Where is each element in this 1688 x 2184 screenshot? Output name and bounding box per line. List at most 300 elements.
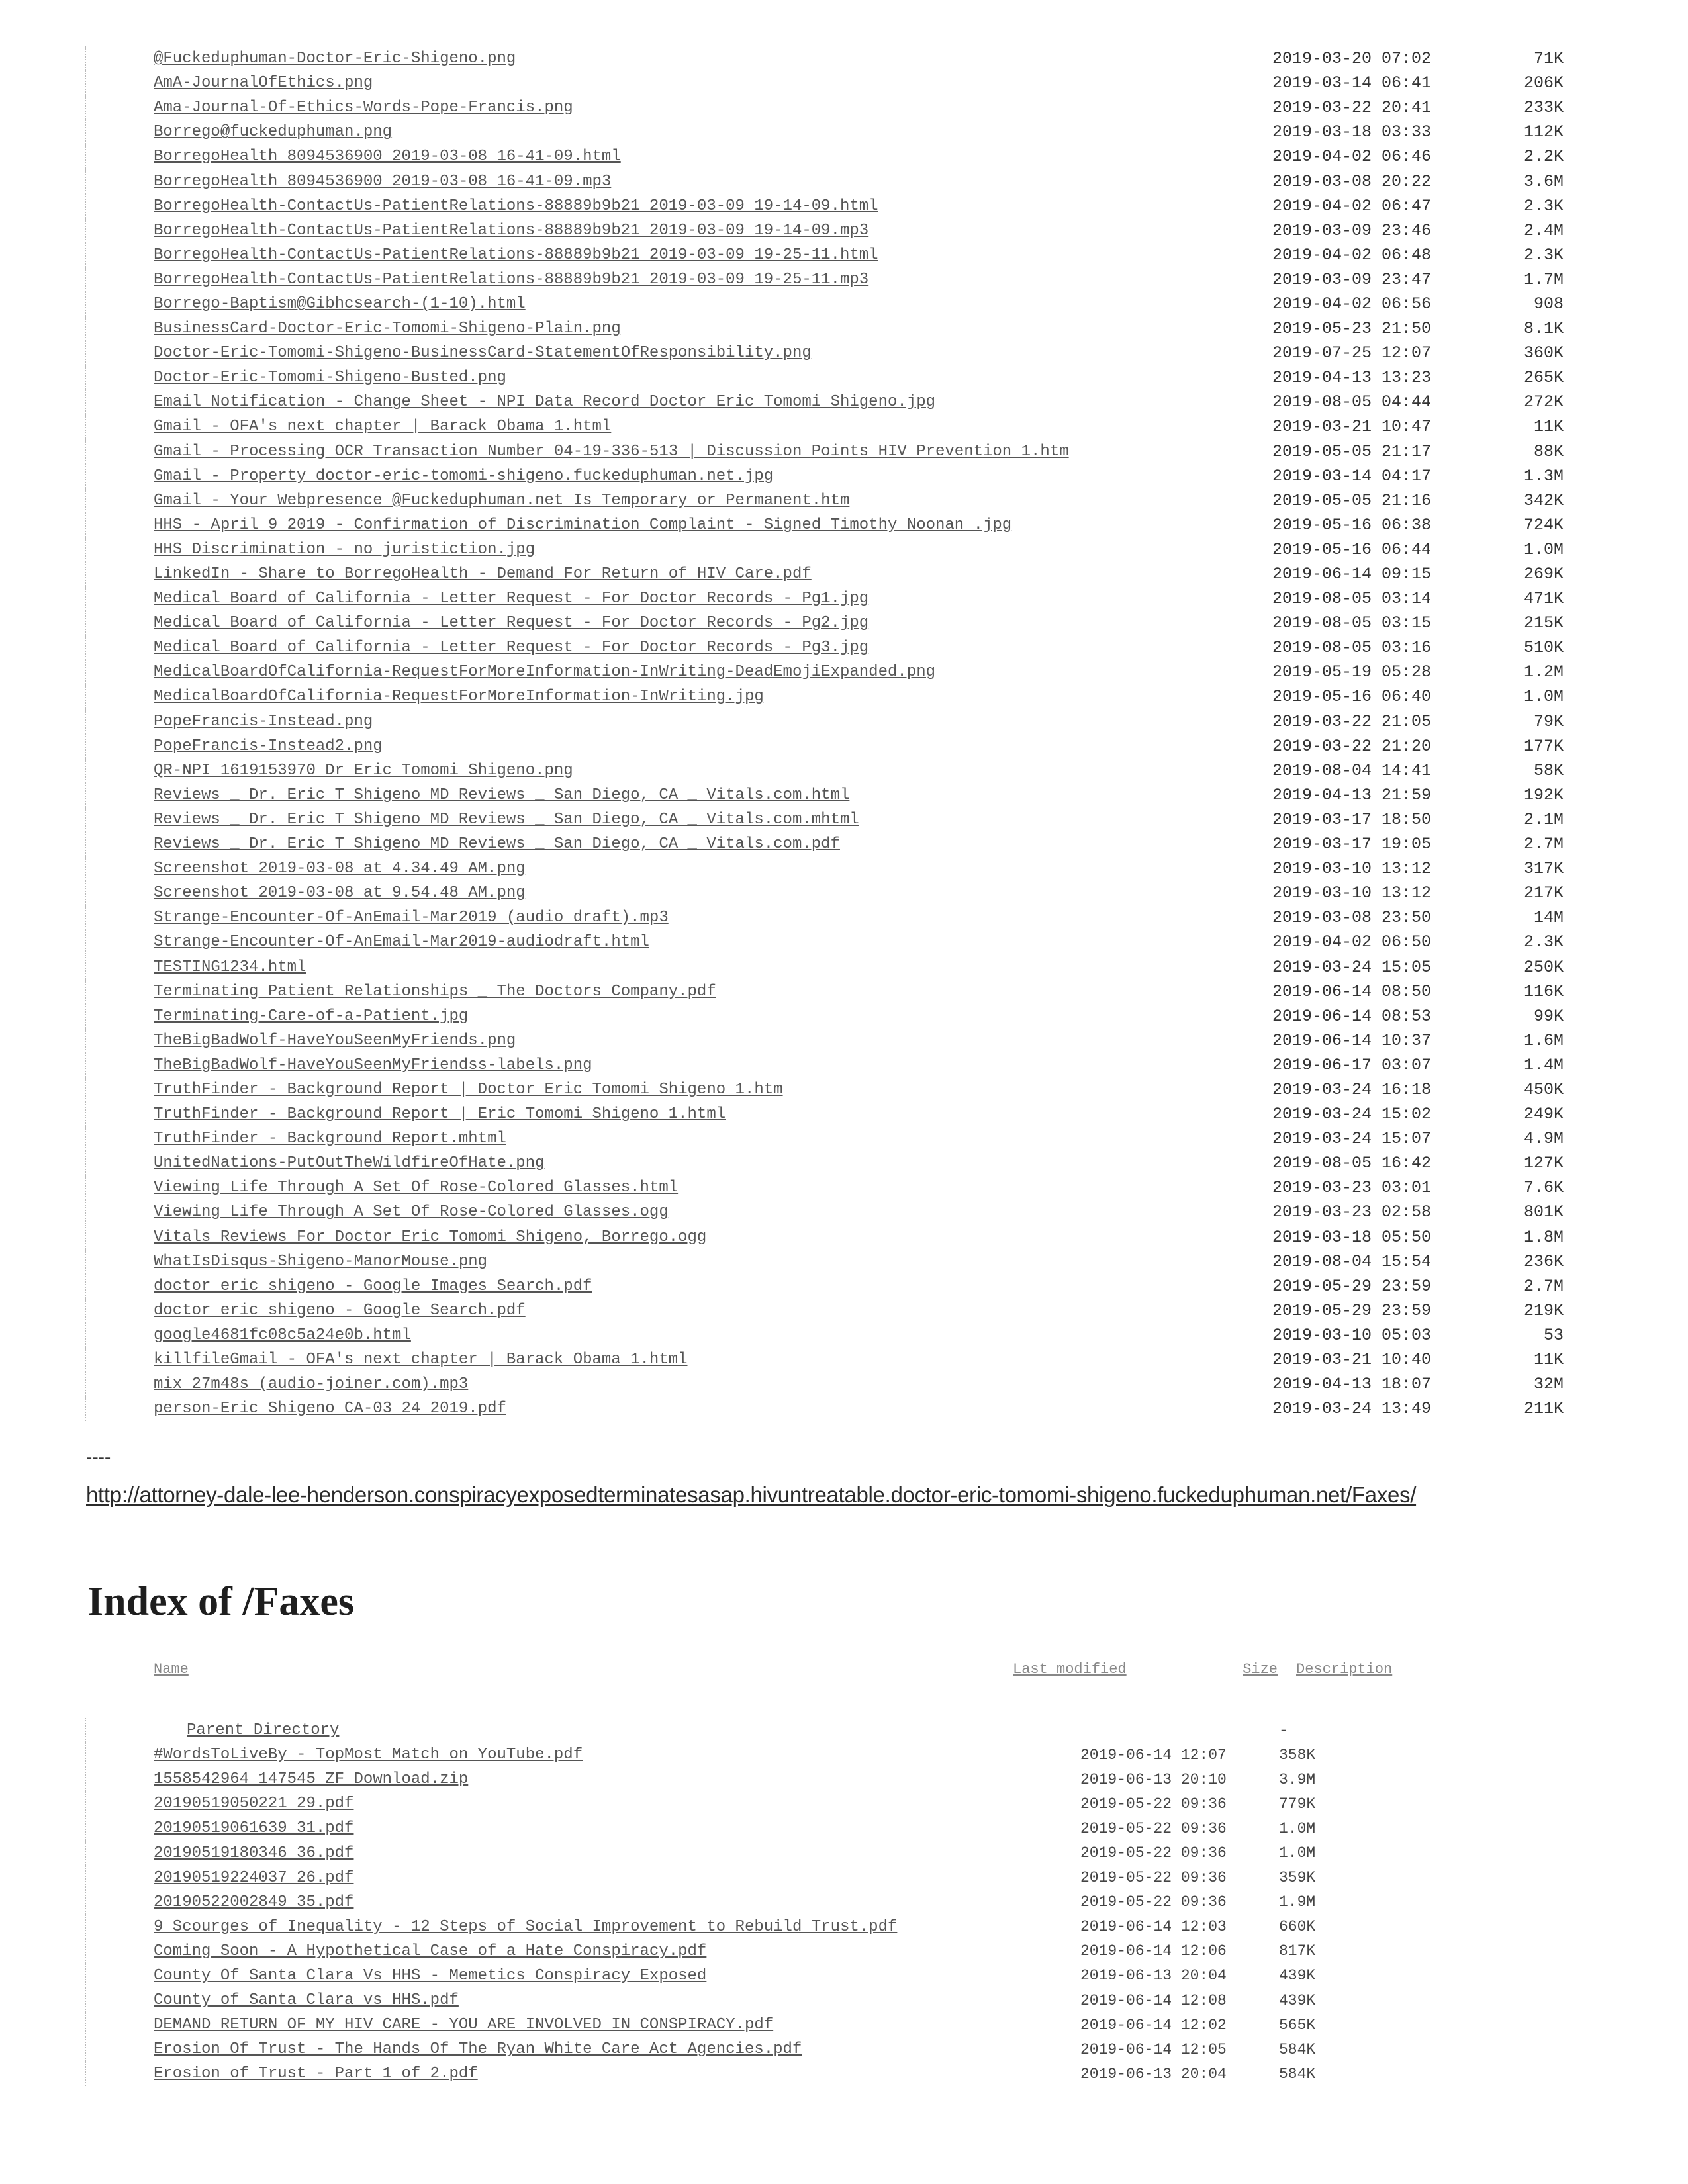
file-size: 1.9M: [1279, 1893, 1316, 1911]
file-link[interactable]: BorregoHealth 8094536900 2019-03-08 16-41-09.mp3: [154, 172, 612, 191]
file-link[interactable]: Erosion of Trust - Part 1 of 2.pdf: [154, 2065, 478, 2083]
file-modified-date: 2019-05-23 21:50: [1272, 319, 1432, 339]
file-size: 724K: [1523, 515, 1564, 535]
file-modified-date: 2019-03-21 10:47: [1272, 417, 1432, 437]
file-size: -: [1279, 1721, 1288, 1739]
file-modified-date: 2019-06-14 10:37: [1272, 1030, 1432, 1050]
file-size: 3.9M: [1279, 1770, 1316, 1788]
file-row: [85, 1372, 1564, 1396]
file-link[interactable]: Email Notification - Change Sheet - NPI Data Record Doctor Eric Tomomi Shigeno.jpg: [154, 393, 935, 412]
file-modified-date: 2019-05-16 06:38: [1272, 515, 1432, 535]
file-row: [85, 1298, 1564, 1323]
file-size: 7.6K: [1523, 1178, 1564, 1198]
row-icon-gutter: [85, 660, 154, 684]
file-row: [85, 439, 1564, 464]
file-row: [85, 267, 1564, 292]
file-link[interactable]: County Of Santa Clara Vs HHS - Memetics Conspiracy Exposed: [154, 1966, 707, 1985]
row-icon-gutter: [85, 1866, 154, 1890]
row-icon-gutter: [85, 1175, 154, 1200]
file-modified-date: 2019-05-22 09:36: [1080, 1844, 1227, 1862]
file-size: 99K: [1533, 1006, 1564, 1026]
file-row: [85, 635, 1564, 660]
row-icon-gutter: [85, 1890, 154, 1915]
fax-file-row: [85, 1841, 1508, 1865]
file-link[interactable]: Doctor-Eric-Tomomi-Shigeno-Busted.png: [154, 369, 506, 387]
row-icon-gutter: [85, 194, 154, 218]
file-modified-date: 2019-05-05 21:16: [1272, 490, 1432, 510]
file-size: 2.2K: [1523, 147, 1564, 167]
file-size: 2.3K: [1523, 933, 1564, 952]
file-link[interactable]: Gmail - Processing OCR Transaction Number 04-19-336-513 | Discussion Points HIV Prevention 1.htm: [154, 442, 1069, 461]
file-link[interactable]: Medical Board of California - Letter Request - For Doctor Records - Pg3.jpg: [154, 639, 869, 657]
file-size: 1.0M: [1523, 687, 1564, 707]
row-icon-gutter: [85, 120, 154, 144]
file-row: [85, 856, 1564, 881]
file-size: 211K: [1523, 1399, 1564, 1419]
file-modified-date: 2019-03-10 05:03: [1272, 1325, 1432, 1345]
row-icon-gutter: [85, 1053, 154, 1077]
file-link[interactable]: Terminating Patient Relationships _ The Doctors Company.pdf: [154, 982, 716, 1001]
file-link[interactable]: BusinessCard-Doctor-Eric-Tomomi-Shigeno-Plain.png: [154, 320, 621, 338]
file-row: [85, 390, 1564, 414]
fax-file-row: [85, 1939, 1508, 1964]
file-link[interactable]: WhatIsDisqus-Shigeno-ManorMouse.png: [154, 1252, 488, 1271]
file-size: 265K: [1523, 368, 1564, 388]
fax-file-row: [85, 1718, 1508, 1743]
file-link[interactable]: MedicalBoardOfCalifornia-RequestForMoreInformation-InWriting-DeadEmojiExpanded.png: [154, 663, 935, 682]
file-modified-date: 2019-03-17 19:05: [1272, 835, 1432, 854]
file-link[interactable]: AmA-JournalOfEthics.png: [154, 74, 373, 93]
file-row: [85, 464, 1564, 488]
file-size: 11K: [1533, 417, 1564, 437]
file-row: [85, 1053, 1564, 1077]
file-link[interactable]: Medical Board of California - Letter Request - For Doctor Records - Pg2.jpg: [154, 614, 869, 633]
row-icon-gutter: [85, 930, 154, 954]
column-header-name[interactable]: Name: [154, 1661, 189, 1678]
file-size: 8.1K: [1523, 319, 1564, 339]
file-modified-date: 2019-06-13 20:04: [1080, 2065, 1227, 2083]
file-row: [85, 783, 1564, 807]
fax-file-row: [85, 1988, 1508, 2013]
file-modified-date: 2019-05-29 23:59: [1272, 1300, 1432, 1320]
file-row: [85, 1102, 1564, 1126]
file-size: 215K: [1523, 614, 1564, 633]
file-link[interactable]: Gmail - Your Webpresence @Fuckeduphuman.net Is Temporary or Permanent.htm: [154, 491, 850, 510]
file-modified-date: 2019-03-22 21:05: [1272, 711, 1432, 731]
file-modified-date: 2019-03-22 20:41: [1272, 98, 1432, 118]
file-size: 2.7M: [1523, 835, 1564, 854]
row-icon-gutter: [85, 95, 154, 120]
fax-file-row: [85, 1964, 1508, 1988]
row-icon-gutter: [85, 905, 154, 930]
file-modified-date: 2019-06-14 12:07: [1080, 1746, 1227, 1764]
row-icon-gutter: [85, 807, 154, 832]
file-size: 53: [1543, 1325, 1564, 1345]
row-icon-gutter: [85, 1200, 154, 1224]
file-modified-date: 2019-05-16 06:44: [1272, 539, 1432, 559]
file-row: [85, 734, 1564, 758]
file-size: 360K: [1523, 343, 1564, 363]
row-icon-gutter: [85, 562, 154, 586]
file-link[interactable]: HHS Discrimination - no juristiction.jpg: [154, 540, 536, 559]
file-modified-date: 2019-05-19 05:28: [1272, 662, 1432, 682]
file-modified-date: 2019-08-04 14:41: [1272, 760, 1432, 780]
file-row: [85, 1077, 1564, 1102]
file-row: [85, 586, 1564, 611]
row-icon-gutter: [85, 1225, 154, 1250]
file-modified-date: 2019-04-13 21:59: [1272, 785, 1432, 805]
file-link[interactable]: Parent Directory: [187, 1721, 340, 1740]
file-link[interactable]: Strange-Encounter-Of-AnEmail-Mar2019-audiodraft.html: [154, 933, 649, 952]
row-icon-gutter: [85, 1743, 154, 1767]
file-row: [85, 1126, 1564, 1151]
fax-file-row: [85, 1915, 1508, 1939]
file-row: [85, 709, 1564, 734]
file-row: [85, 537, 1564, 562]
file-size: 1.0M: [1279, 1819, 1316, 1837]
file-modified-date: 2019-03-24 13:49: [1272, 1399, 1432, 1419]
file-size: 450K: [1523, 1079, 1564, 1099]
file-link[interactable]: 20190522002849 35.pdf: [154, 1893, 354, 1911]
file-modified-date: 2019-06-14 12:02: [1080, 2016, 1227, 2034]
file-modified-date: 2019-05-22 09:36: [1080, 1795, 1227, 1813]
row-icon-gutter: [85, 414, 154, 439]
file-modified-date: 2019-03-17 18:50: [1272, 809, 1432, 829]
row-icon-gutter: [85, 537, 154, 562]
file-row: [85, 243, 1564, 267]
file-size: 908: [1533, 294, 1564, 314]
file-size: 2.3K: [1523, 245, 1564, 265]
file-link[interactable]: Reviews _ Dr. Eric T Shigeno MD Reviews _ San Diego, CA _ Vitals.com.mhtml: [154, 810, 859, 829]
file-link[interactable]: Medical Board of California - Letter Request - For Doctor Records - Pg1.jpg: [154, 590, 869, 608]
row-icon-gutter: [85, 1298, 154, 1323]
file-modified-date: 2019-03-24 15:02: [1272, 1105, 1432, 1124]
column-header-size[interactable]: Size: [1243, 1661, 1278, 1678]
row-icon-gutter: [85, 1939, 154, 1964]
file-link[interactable]: DEMAND RETURN OF MY HIV CARE - YOU ARE INVOLVED IN CONSPIRACY.pdf: [154, 2016, 774, 2034]
file-link[interactable]: Vitals Reviews For Doctor Eric Tomomi Shigeno, Borrego.ogg: [154, 1228, 707, 1246]
file-size: 342K: [1523, 490, 1564, 510]
file-row: [85, 218, 1564, 243]
file-link[interactable]: County of Santa Clara vs HHS.pdf: [154, 1991, 459, 2010]
file-size: 660K: [1279, 1918, 1316, 1936]
file-modified-date: 2019-08-05 04:44: [1272, 392, 1432, 412]
file-modified-date: 2019-04-02 06:50: [1272, 933, 1432, 952]
file-link[interactable]: 20190519224037 26.pdf: [154, 1868, 354, 1887]
row-icon-gutter: [85, 1988, 154, 2013]
file-modified-date: 2019-06-14 12:08: [1080, 1991, 1227, 2009]
file-link[interactable]: @Fuckeduphuman-Doctor-Eric-Shigeno.png: [154, 50, 516, 68]
file-modified-date: 2019-06-17 03:07: [1272, 1055, 1432, 1075]
file-modified-date: 2019-03-18 03:33: [1272, 122, 1432, 142]
file-row: [85, 316, 1564, 341]
file-size: 14M: [1533, 908, 1564, 928]
file-modified-date: 2019-04-13 13:23: [1272, 368, 1432, 388]
file-link[interactable]: 9 Scourges of Inequality - 12 Steps of Social Improvement to Rebuild Trust.pdf: [154, 1917, 898, 1936]
file-size: 779K: [1279, 1795, 1316, 1813]
file-row: [85, 1274, 1564, 1298]
file-modified-date: 2019-03-22 21:20: [1272, 736, 1432, 756]
file-size: 88K: [1533, 441, 1564, 461]
file-size: 250K: [1523, 957, 1564, 977]
row-icon-gutter: [85, 832, 154, 856]
file-row: [85, 979, 1564, 1004]
file-modified-date: 2019-06-14 08:50: [1272, 981, 1432, 1001]
file-size: 2.7M: [1523, 1276, 1564, 1296]
file-size: 11K: [1533, 1350, 1564, 1370]
file-link[interactable]: doctor eric shigeno - Google Images Search.pdf: [154, 1277, 592, 1295]
row-icon-gutter: [85, 464, 154, 488]
row-icon-gutter: [85, 513, 154, 537]
row-icon-gutter: [85, 709, 154, 734]
file-row: [85, 1225, 1564, 1250]
file-listing-top: [85, 46, 1564, 1421]
file-link[interactable]: TheBigBadWolf-HaveYouSeenMyFriendss-labels.png: [154, 1056, 592, 1074]
file-link[interactable]: Coming Soon - A Hypothetical Case of a Hate Conspiracy.pdf: [154, 1942, 707, 1960]
file-link[interactable]: PopeFrancis-Instead.png: [154, 712, 373, 731]
file-modified-date: 2019-03-09 23:46: [1272, 220, 1432, 240]
file-modified-date: 2019-08-05 03:15: [1272, 614, 1432, 633]
file-modified-date: 2019-03-24 16:18: [1272, 1079, 1432, 1099]
file-modified-date: 2019-05-22 09:36: [1080, 1869, 1227, 1887]
file-row: [85, 513, 1564, 537]
file-modified-date: 2019-05-16 06:40: [1272, 687, 1432, 707]
file-link[interactable]: Ama-Journal-Of-Ethics-Words-Pope-Francis.png: [154, 99, 573, 117]
file-modified-date: 2019-03-18 05:50: [1272, 1227, 1432, 1247]
file-modified-date: 2019-06-14 09:15: [1272, 565, 1432, 584]
row-icon-gutter: [85, 2013, 154, 2037]
row-icon-gutter: [85, 1347, 154, 1372]
row-icon-gutter: [85, 1126, 154, 1151]
file-size: 58K: [1533, 760, 1564, 780]
file-row: [85, 120, 1564, 144]
file-link[interactable]: google4681fc08c5a24e0b.html: [154, 1326, 411, 1344]
row-icon-gutter: [85, 611, 154, 635]
file-row: [85, 1175, 1564, 1200]
file-size: 510K: [1523, 638, 1564, 658]
fax-file-row: [85, 1890, 1508, 1915]
file-size: 206K: [1523, 73, 1564, 93]
file-modified-date: 2019-05-05 21:17: [1272, 441, 1432, 461]
file-link[interactable]: person-Eric Shigeno CA-03 24 2019.pdf: [154, 1400, 506, 1418]
file-row: [85, 660, 1564, 684]
file-link[interactable]: Erosion Of Trust - The Hands Of The Ryan White Care Act Agencies.pdf: [154, 2040, 802, 2059]
file-link[interactable]: TESTING1234.html: [154, 958, 306, 976]
row-icon-gutter: [85, 1964, 154, 1988]
file-size: 1.4M: [1523, 1055, 1564, 1075]
file-modified-date: 2019-03-23 02:58: [1272, 1203, 1432, 1222]
file-link[interactable]: BorregoHealth-ContactUs-PatientRelations-88889b9b21 2019-03-09 19-25-11.mp3: [154, 270, 869, 289]
file-row: [85, 488, 1564, 513]
row-icon-gutter: [85, 218, 154, 243]
column-header-description[interactable]: Description: [1296, 1661, 1393, 1678]
row-icon-gutter: [85, 955, 154, 979]
file-link[interactable]: Terminating-Care-of-a-Patient.jpg: [154, 1007, 469, 1025]
file-link[interactable]: 20190519180346 36.pdf: [154, 1844, 354, 1862]
file-size: 1.0M: [1279, 1844, 1316, 1862]
row-icon-gutter: [85, 2062, 154, 2086]
file-modified-date: 2019-06-14 12:03: [1080, 1918, 1227, 1936]
file-row: [85, 365, 1564, 390]
file-link[interactable]: TruthFinder - Background Report | Eric Tomomi Shigeno 1.html: [154, 1105, 726, 1124]
file-modified-date: 2019-03-08 23:50: [1272, 908, 1432, 928]
file-link[interactable]: #WordsToLiveBy - TopMost Match on YouTube.pdf: [154, 1746, 583, 1764]
file-link[interactable]: 20190519061639 31.pdf: [154, 1819, 354, 1838]
file-size: 2.3K: [1523, 196, 1564, 216]
file-modified-date: 2019-06-13 20:10: [1080, 1770, 1227, 1788]
file-size: 116K: [1523, 981, 1564, 1001]
file-size: 4.9M: [1523, 1129, 1564, 1149]
file-link[interactable]: Viewing Life Through A Set Of Rose-Colored Glasses.html: [154, 1179, 679, 1197]
file-size: 1.7M: [1523, 269, 1564, 289]
row-icon-gutter: [85, 586, 154, 611]
file-link[interactable]: UnitedNations-PutOutTheWildfireOfHate.png: [154, 1154, 545, 1173]
row-icon-gutter: [85, 1323, 154, 1347]
file-link[interactable]: 20190519050221 29.pdf: [154, 1795, 354, 1813]
row-icon-gutter: [85, 1372, 154, 1396]
file-size: 565K: [1279, 2016, 1316, 2034]
file-modified-date: 2019-07-25 12:07: [1272, 343, 1432, 363]
file-row: [85, 292, 1564, 316]
faxes-url-link[interactable]: http://attorney-dale-lee-henderson.conspiracyexposedterminatesasap.hivuntreatable.doctor-eric-tomomi-shigeno.fuckeduphuman.net/Faxes/: [86, 1482, 1417, 1507]
fax-file-row: [85, 2062, 1508, 2086]
fax-file-row: [85, 1792, 1508, 1816]
file-link[interactable]: QR-NPI 1619153970 Dr Eric Tomomi Shigeno.png: [154, 761, 573, 780]
file-size: 233K: [1523, 98, 1564, 118]
row-icon-gutter: [85, 1816, 154, 1841]
fax-file-row: [85, 1866, 1508, 1890]
file-row: [85, 611, 1564, 635]
file-row: [85, 1250, 1564, 1274]
file-row: [85, 194, 1564, 218]
file-link[interactable]: HHS - April 9 2019 - Confirmation of Discrimination Complaint - Signed Timothy Noonan .jpg: [154, 516, 1012, 534]
file-modified-date: 2019-05-29 23:59: [1272, 1276, 1432, 1296]
file-modified-date: 2019-03-24 15:07: [1272, 1129, 1432, 1149]
row-icon-gutter: [85, 1792, 154, 1816]
file-modified-date: 2019-03-09 23:47: [1272, 269, 1432, 289]
file-row: [85, 832, 1564, 856]
file-link[interactable]: Screenshot 2019-03-08 at 9.54.48 AM.png: [154, 884, 526, 903]
file-link[interactable]: Reviews _ Dr. Eric T Shigeno MD Reviews _ San Diego, CA _ Vitals.com.pdf: [154, 835, 840, 854]
row-icon-gutter: [85, 979, 154, 1004]
file-modified-date: 2019-06-14 08:53: [1272, 1006, 1432, 1026]
file-link[interactable]: Doctor-Eric-Tomomi-Shigeno-BusinessCard-StatementOfResponsibility.png: [154, 344, 812, 363]
file-modified-date: 2019-03-14 06:41: [1272, 73, 1432, 93]
file-link[interactable]: doctor eric shigeno - Google Search.pdf: [154, 1301, 526, 1320]
row-icon-gutter: [85, 1028, 154, 1053]
file-modified-date: 2019-03-10 13:12: [1272, 859, 1432, 879]
file-size: 192K: [1523, 785, 1564, 805]
file-modified-date: 2019-04-02 06:56: [1272, 294, 1432, 314]
file-link[interactable]: Strange-Encounter-Of-AnEmail-Mar2019 (audio draft).mp3: [154, 909, 669, 927]
file-link[interactable]: LinkedIn - Share to BorregoHealth - Demand For Return of HIV Care.pdf: [154, 565, 812, 584]
row-icon-gutter: [85, 684, 154, 709]
row-icon-gutter: [85, 881, 154, 905]
file-modified-date: 2019-03-23 03:01: [1272, 1178, 1432, 1198]
file-modified-date: 2019-04-02 06:47: [1272, 196, 1432, 216]
file-link[interactable]: Borrego-Baptism@Gibhcsearch-(1-10).html: [154, 295, 526, 313]
file-size: 32M: [1533, 1375, 1564, 1394]
file-link[interactable]: BorregoHealth-ContactUs-PatientRelations-88889b9b21 2019-03-09 19-25-11.html: [154, 246, 878, 264]
file-modified-date: 2019-03-24 15:05: [1272, 957, 1432, 977]
file-size: 2.1M: [1523, 809, 1564, 829]
file-row: [85, 758, 1564, 783]
file-size: 317K: [1523, 859, 1564, 879]
file-link[interactable]: Screenshot 2019-03-08 at 4.34.49 AM.png: [154, 860, 526, 878]
file-link[interactable]: TruthFinder - Background Report | Doctor Eric Tomomi Shigeno 1.htm: [154, 1080, 783, 1099]
fax-file-row: [85, 1743, 1508, 1767]
row-icon-gutter: [85, 1250, 154, 1274]
file-size: 1.8M: [1523, 1227, 1564, 1247]
file-link[interactable]: TheBigBadWolf-HaveYouSeenMyFriends.png: [154, 1031, 516, 1050]
file-link[interactable]: Reviews _ Dr. Eric T Shigeno MD Reviews _ San Diego, CA _ Vitals.com.html: [154, 786, 850, 804]
row-icon-gutter: [85, 390, 154, 414]
file-link[interactable]: Gmail - OFA's next chapter | Barack Obama 1.html: [154, 418, 612, 436]
file-row: [85, 341, 1564, 365]
file-link[interactable]: MedicalBoardOfCalifornia-RequestForMoreInformation-InWriting.jpg: [154, 688, 764, 706]
file-link[interactable]: mix 27m48s (audio-joiner.com).mp3: [154, 1375, 469, 1394]
file-link[interactable]: BorregoHealth-ContactUs-PatientRelations-88889b9b21 2019-03-09 19-14-09.html: [154, 197, 878, 215]
row-icon-gutter: [85, 1841, 154, 1866]
row-icon-gutter: [85, 46, 154, 71]
file-size: 1.3M: [1523, 466, 1564, 486]
file-modified-date: 2019-06-14 12:05: [1080, 2040, 1227, 2058]
file-row: [85, 1200, 1564, 1224]
file-link[interactable]: Viewing Life Through A Set Of Rose-Colored Glasses.ogg: [154, 1203, 669, 1222]
file-size: 1.2M: [1523, 662, 1564, 682]
row-icon-gutter: [85, 169, 154, 194]
file-link[interactable]: killfileGmail - OFA's next chapter | Barack Obama 1.html: [154, 1351, 688, 1369]
file-row: [85, 144, 1564, 169]
row-icon-gutter: [85, 635, 154, 660]
row-icon-gutter: [85, 439, 154, 464]
row-icon-gutter: [85, 316, 154, 341]
file-link[interactable]: PopeFrancis-Instead2.png: [154, 737, 383, 755]
file-size: 359K: [1279, 1869, 1316, 1887]
file-modified-date: 2019-03-21 10:40: [1272, 1350, 1432, 1370]
file-link[interactable]: TruthFinder - Background Report.mhtml: [154, 1130, 506, 1148]
file-modified-date: 2019-03-20 07:02: [1272, 49, 1432, 69]
row-icon-gutter: [85, 243, 154, 267]
file-modified-date: 2019-08-05 03:16: [1272, 638, 1432, 658]
column-header-last-modified[interactable]: Last modified: [1013, 1661, 1127, 1678]
file-link[interactable]: Borrego@fuckeduphuman.png: [154, 123, 393, 142]
row-icon-gutter: [85, 1718, 154, 1743]
row-icon-gutter: [85, 1077, 154, 1102]
file-size: 817K: [1279, 1942, 1316, 1960]
file-link[interactable]: 1558542964 147545 ZF Download.zip: [154, 1770, 469, 1789]
fax-file-row: [85, 2037, 1508, 2062]
file-size: 2.4M: [1523, 220, 1564, 240]
file-row: [85, 954, 1564, 979]
file-link[interactable]: Gmail - Property doctor-eric-tomomi-shigeno.fuckeduphuman.net.jpg: [154, 467, 774, 485]
file-size: 439K: [1279, 1967, 1316, 1985]
file-row: [85, 684, 1564, 709]
file-size: 1.6M: [1523, 1030, 1564, 1050]
file-modified-date: 2019-08-05 16:42: [1272, 1154, 1432, 1173]
file-row: [85, 414, 1564, 439]
file-size: 358K: [1279, 1746, 1316, 1764]
file-link[interactable]: BorregoHealth-ContactUs-PatientRelations-88889b9b21 2019-03-09 19-14-09.mp3: [154, 221, 869, 240]
file-row: [85, 905, 1564, 930]
file-modified-date: 2019-08-04 15:54: [1272, 1251, 1432, 1271]
file-row: [85, 46, 1564, 71]
file-link[interactable]: BorregoHealth 8094536900 2019-03-08 16-41-09.html: [154, 148, 621, 166]
file-size: 269K: [1523, 565, 1564, 584]
file-size: 3.6M: [1523, 171, 1564, 191]
row-icon-gutter: [85, 365, 154, 390]
row-icon-gutter: [85, 1151, 154, 1175]
